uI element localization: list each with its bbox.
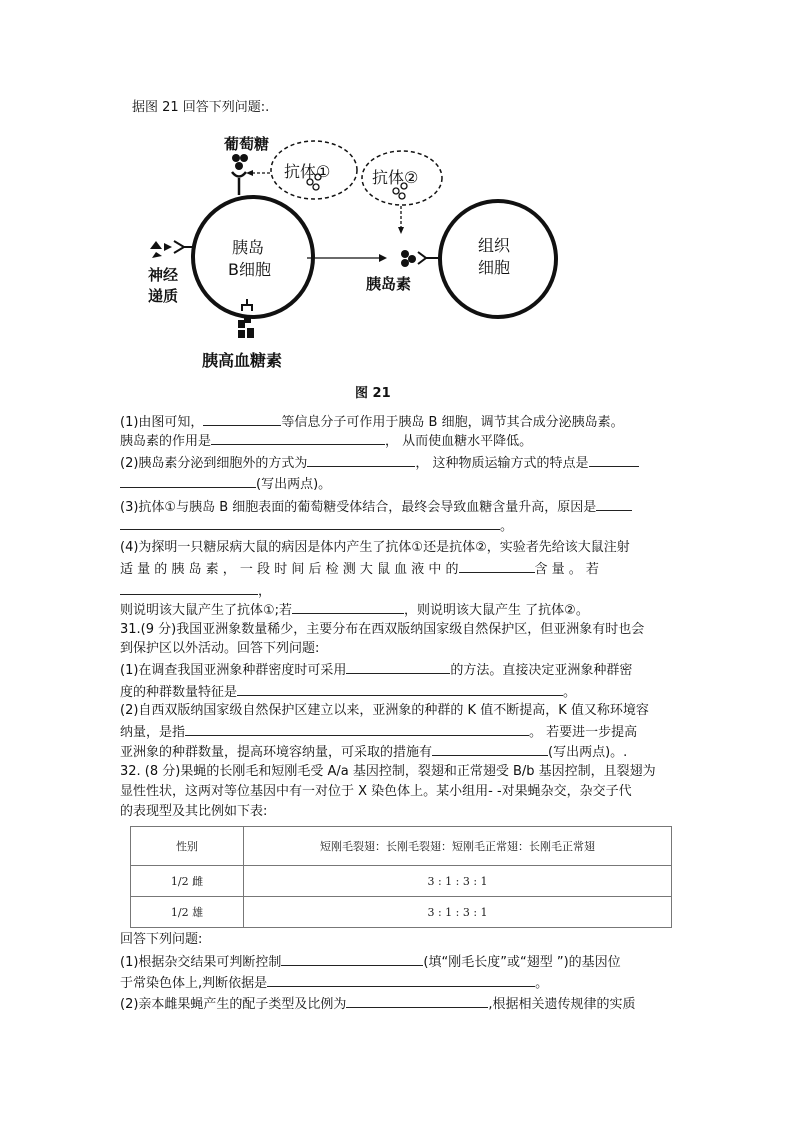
- q30-p4-line2: 适 量 的 胰 岛 素 ， 一 段 时 间 后 检 测 大 鼠 血 液 中 的 含 量 。 若: [120, 559, 599, 579]
- antibody2-label: 抗体②: [372, 168, 419, 187]
- figure-caption: 图 21: [355, 386, 391, 401]
- insulin-label: 胰岛素: [366, 275, 412, 293]
- table-row: [131, 866, 672, 897]
- tissue-cell-label-line2: 细胞: [478, 258, 511, 277]
- intro-text: 据图 21 回答下列问题:.: [132, 100, 270, 115]
- q31-p2-line1: (2)自西双版纳国家级自然保护区建立以来，亚洲象的种群的 K 值不断提高，K 值又称环境容: [120, 703, 649, 718]
- q30-p2-line1: (2)胰岛素分泌到细胞外的方式为 ， 这种物质运输方式的特点是: [120, 453, 639, 473]
- table-row: [131, 897, 672, 928]
- table-header-sex: 性别: [131, 827, 244, 866]
- q32-intro-line1: 32. (8 分)果蝇的长刚毛和短刚毛受 A/a 基因控制，裂翅和正常翅受 B/b 基因控制，且裂翅为: [120, 764, 656, 779]
- antibody1-label: 抗体①: [284, 162, 331, 181]
- tissue-cell-label-line1: 组织: [478, 236, 511, 255]
- q31-intro-line2: 到保护区以外活动。回答下列问题:: [120, 641, 320, 656]
- q30-p4-line3: ，: [120, 581, 271, 601]
- islet-cell-label-line2: B细胞: [228, 260, 271, 279]
- q30-p1-line2: 胰岛素的作用是 ， 从而使血糖水平降低。: [120, 431, 532, 451]
- q32-intro-line3: 的表现型及其比例如下表:: [120, 804, 268, 819]
- q31-p2-line3: 亚洲象的种群数量，提高环境容纳量，可采取的措施有 (写出两点)。.: [120, 742, 627, 762]
- table-header-row: [131, 827, 672, 866]
- islet-cell-label-line1: 胰岛: [232, 238, 265, 257]
- q32-p1-line2: 于常染色体上,判断依据是 。: [120, 973, 548, 993]
- q30-p1-line1: (1)由图可知， 等信息分子可作用于胰岛 B 细胞，调节其合成分泌胰岛素。: [120, 412, 624, 432]
- neurotransmitter-label-line1: 神经: [148, 266, 179, 284]
- table-cell: 3 : 1 : 3 : 1: [244, 866, 672, 897]
- results-table: [130, 826, 672, 928]
- q31-p2-line2: 纳量，是指 。 若要进一步提高: [120, 722, 637, 742]
- islet-b-cell-circle: [193, 197, 313, 317]
- q32-intro-line2: 显性性状，这两对等位基因中有一对位于 X 染色体上。某小组用- -对果蝇杂交，杂交子代: [120, 784, 632, 799]
- q30-p4-line4: 则说明该大鼠产生了抗体①;若 ，则说明该大鼠产生 了抗体②。: [120, 600, 589, 620]
- q31-intro-line1: 31.(9 分)我国亚洲象数量稀少，主要分布在西双版纳国家级自然保护区，但亚洲象有时也会: [120, 622, 645, 637]
- q32-p2-line1: (2)亲本雌果蝇产生的配子类型及比例为 ,根据相关遗传规律的实质: [120, 994, 636, 1014]
- figure-21-diagram: [140, 125, 560, 415]
- q30-p3-line1: (3)抗体①与胰岛 B 细胞表面的葡萄糖受体结合，最终会导致血糖含量升高，原因是: [120, 497, 632, 517]
- q30-p3-line2: 。: [120, 516, 513, 536]
- table-cell: 3 : 1 : 3 : 1: [244, 897, 672, 928]
- glucagon-label: 胰高血糖素: [202, 351, 283, 370]
- insulin-regulation-diagram: [140, 125, 560, 385]
- table-cell: 1/2 雄: [131, 897, 244, 928]
- q30-p4-line1: (4)为探明一只糖尿病大鼠的病因是体内产生了抗体①还是抗体②，实验者先给该大鼠注射: [120, 540, 630, 555]
- table-cell: 1/2 雌: [131, 866, 244, 897]
- glucose-label: 葡萄糖: [224, 135, 270, 153]
- q30-p2-line2: (写出两点)。: [120, 474, 331, 494]
- q31-p1-line1: (1)在调查我国亚洲象种群密度时可采用 的方法。直接决定亚洲象种群密: [120, 660, 632, 680]
- q31-p1-line2: 度的种群数量特征是 。: [120, 682, 576, 702]
- table-header-phenotype: 短刚毛裂翅：长刚毛裂翅：短刚毛正常翅：长刚毛正常翅: [244, 827, 672, 866]
- q32-p1-line1: (1)根据杂交结果可判断控制 (填“刚毛长度”或“翅型 ”)的基因位: [120, 952, 621, 972]
- neurotransmitter-label-line2: 递质: [148, 287, 179, 305]
- q32-answer-intro: 回答下列问题:: [120, 932, 203, 947]
